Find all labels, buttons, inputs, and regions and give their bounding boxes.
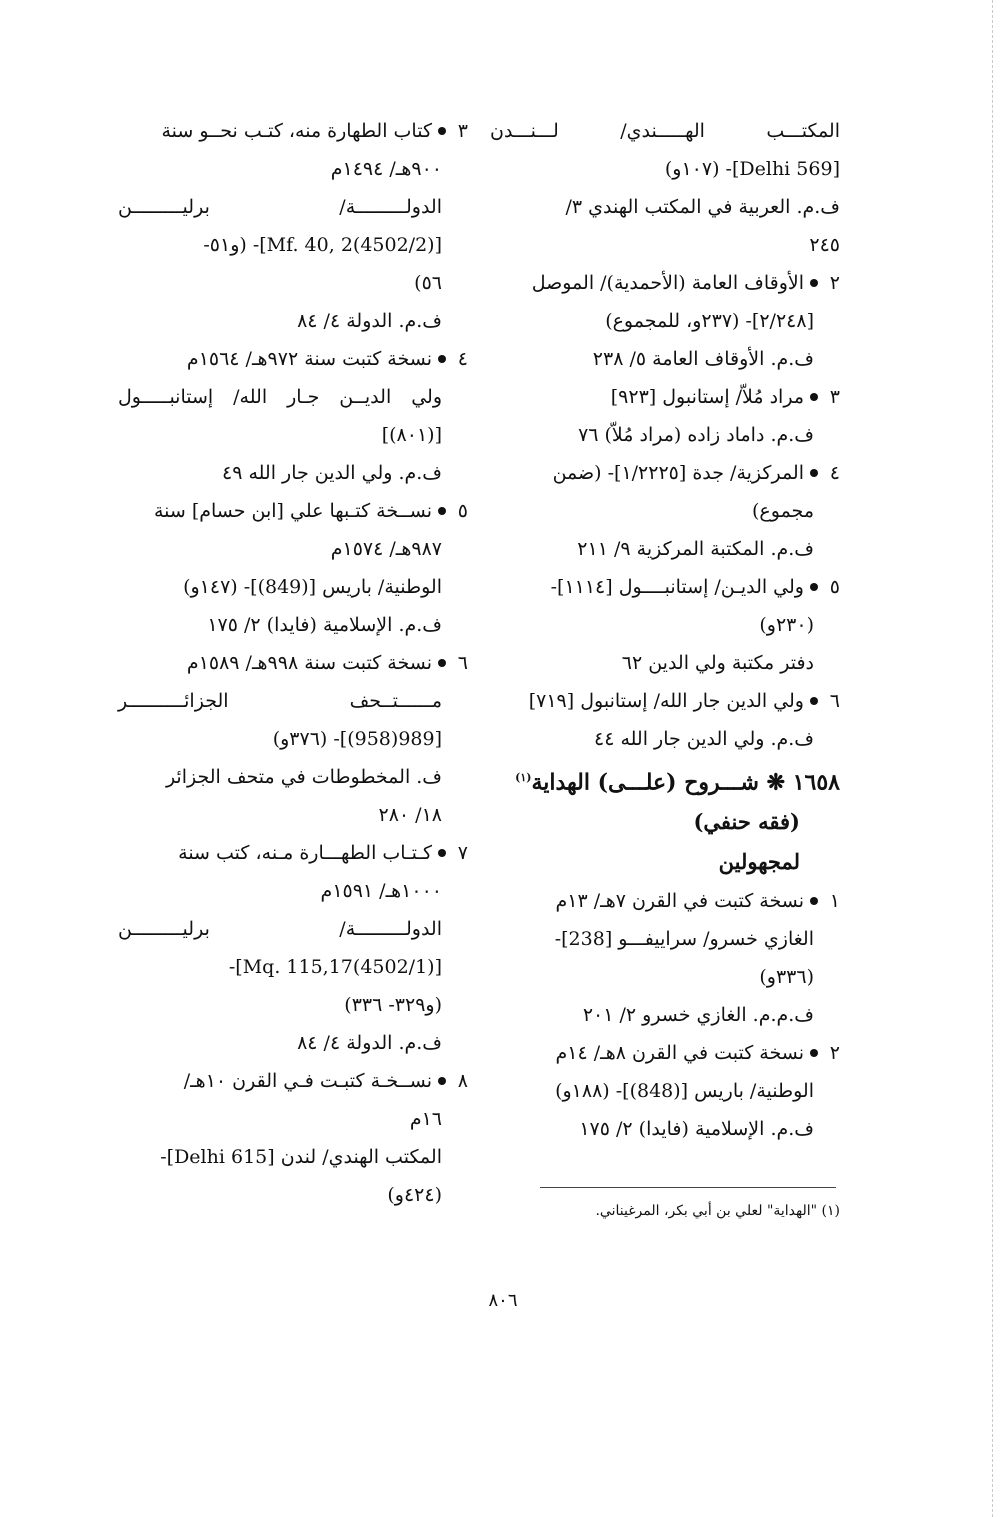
footnote (520, 1198, 840, 1224)
bullet-icon (810, 279, 818, 287)
text-line: [989(958)]- (٣٧٦و) (272, 728, 442, 750)
text-line: ف.م. الأوقاف العامة ٥/ ٢٣٨ (592, 348, 814, 370)
text-line: [٢/٢٤٨]- (٢٣٧و، للمجموع) (605, 310, 814, 332)
list-item (118, 112, 468, 150)
footnote-divider (540, 1187, 836, 1188)
text-line: ف.م. الدولة ٤/ ٨٤ (297, 310, 442, 332)
text-line: ٥٦) (414, 272, 442, 294)
item-number: ٣ (829, 386, 840, 408)
list-item (118, 834, 468, 872)
item-text: نســخة كتـبها علي [ابن حسام] سنة (153, 500, 432, 522)
item-number: ٤ (457, 348, 468, 370)
item-text: نســخـة كتبـت فـي القرن ١٠هـ/ (183, 1070, 432, 1092)
left-column (118, 112, 468, 1214)
item-text: نسخة كتبت سنة ٩٩٨هـ/ ١٥٨٩م (186, 652, 432, 674)
list-item (490, 378, 840, 416)
text-line: المكتـــب الهـــــندي/ لـــنـــدن (490, 120, 840, 142)
item-number: ٥ (829, 576, 840, 598)
list-item (118, 340, 468, 378)
entry-author: لمجهولين (718, 849, 800, 875)
bullet-icon (438, 659, 446, 667)
text-line: [Delhi 569]- (١٠٧و) (664, 158, 840, 180)
star-icon: ❋ (766, 769, 786, 796)
text-line: ف.م. الدولة ٤/ ٨٤ (297, 1032, 442, 1054)
bullet-icon (438, 355, 446, 363)
entry-title: شـــروح (علـــى) الهداية (531, 769, 759, 796)
text-line: ف.م. ولي الدين جار الله ٤٤ (593, 728, 814, 750)
text-line: الوطنية/ باريس [(848)]- (١٨٨و) (555, 1080, 814, 1103)
text-line: ١٨/ ٢٨٠ (378, 804, 442, 826)
text-line: [(4502/1)Mq. 115,17]- (228, 956, 442, 978)
text-line: ف.م. المكتبة المركزية ٩/ ٢١١ (577, 538, 814, 560)
item-number: ٧ (457, 842, 468, 864)
footnote-mark: (١) (821, 1203, 840, 1219)
right-column (490, 112, 840, 1148)
item-text: نسخة كتبت في القرن ٧هـ/ ١٣م (555, 890, 804, 913)
bullet-icon (810, 583, 818, 591)
text-line: ف.م. داماد زاده (مراد مُلاّ) ٧٦ (578, 424, 814, 446)
text-line: [(4502/2)Mf. 40, 2]- (و٥١- (203, 234, 442, 256)
text-line: (و٣٢٩- ٣٣٦) (344, 994, 442, 1016)
list-item (490, 264, 840, 302)
text-line: ف.م. العربية في المكتب الهندي ٣/ (565, 196, 840, 218)
item-number: ٣ (457, 120, 468, 142)
item-number: ٢ (829, 1042, 840, 1065)
item-text: ولي الدين جار الله/ إستانبول [٧١٩] (528, 690, 804, 712)
text-line: الوطنية/ باريس [(849)]- (١٤٧و) (183, 576, 442, 598)
text-line: ف.م. الإسلامية (فايدا) ٢/ ١٧٥ (207, 614, 442, 636)
text-line: (٤٢٤و) (387, 1184, 442, 1206)
bullet-icon (810, 393, 818, 401)
entry-subtitle: (فقه حنفي) (693, 809, 800, 835)
text-line: ٩٠٠هـ/ ١٤٩٤م (330, 158, 442, 180)
text-line: الغازي خسرو/ سراييفـــو [238]- (554, 928, 814, 951)
item-text: الأوقاف العامة (الأحمدية)/ الموصل (531, 272, 804, 294)
text-line: ١٦م (409, 1108, 442, 1130)
bullet-icon (810, 469, 818, 477)
bullet-icon (438, 1077, 446, 1085)
item-number: ٤ (829, 462, 840, 484)
bullet-icon (438, 507, 446, 515)
text-line: مجموع) (752, 500, 814, 522)
item-text: المركزية/ جدة [١/٢٢٢٥]- (ضمن (552, 462, 804, 484)
item-number: ٢ (829, 272, 840, 294)
footnote-reference: (١) (515, 771, 532, 784)
list-item (490, 882, 840, 920)
entry-number: ١٦٥٨ (792, 769, 840, 796)
item-text: ولي الديـن/ إستانبــــول [١١١٤]- (550, 576, 804, 598)
text-line: دفتر مكتبة ولي الدين ٦٢ (621, 652, 814, 674)
list-item (490, 1034, 840, 1072)
list-item (118, 644, 468, 682)
item-number: ٦ (457, 652, 468, 674)
list-item (490, 454, 840, 492)
list-item (118, 492, 468, 530)
text-line: ٢٤٥ (809, 234, 840, 256)
page-number: ٨٠٦ (488, 1290, 518, 1311)
item-number: ٨ (457, 1070, 468, 1092)
item-text: نسخة كتبت في القرن ٨هـ/ ١٤م (555, 1042, 804, 1065)
text-line: الدولـــــــــة/ برليـــــــــن (118, 918, 442, 940)
item-number: ١ (829, 890, 840, 913)
text-line: ف.م. الإسلامية (فايدا) ٢/ ١٧٥ (579, 1118, 814, 1141)
text-line: ف. المخطوطات في متحف الجزائر (165, 766, 442, 788)
list-item (118, 1062, 468, 1100)
bullet-icon (810, 697, 818, 705)
item-text: كتاب الطهارة منه، كتـب نحــو سنة (161, 120, 432, 142)
text-line: الدولـــــــــة/ برليـــــــــن (118, 196, 442, 218)
bullet-icon (810, 897, 818, 905)
item-text: نسخة كتبت سنة ٩٧٢هـ/ ١٥٦٤م (186, 348, 432, 370)
item-number: ٦ (829, 690, 840, 712)
entry-heading (490, 758, 840, 802)
text-line: [(٨٠١)] (381, 424, 442, 446)
item-text: مراد مُلاّ/ إستانبول [٩٢٣] (610, 386, 804, 408)
text-line: ف.م.م. الغازي خسرو ٢/ ٢٠١ (582, 1004, 814, 1027)
text-line: ١٠٠٠هـ/ ١٥٩١م (320, 880, 442, 902)
bullet-icon (810, 1049, 818, 1057)
text-line: (٣٣٦و) (759, 966, 814, 989)
item-number: ٥ (457, 500, 468, 522)
text-line: المكتب الهندي/ لندن [Delhi 615]- (160, 1146, 442, 1168)
item-text: كـتـاب الطهـــارة مـنه، كتب سنة (178, 842, 432, 864)
text-line: ولي الديــن جـار الله/ إستانبـــــول (118, 386, 442, 408)
text-line: ٩٨٧هـ/ ١٥٧٤م (330, 538, 442, 560)
list-item (490, 568, 840, 606)
text-line: (٢٣٠و) (759, 614, 814, 636)
text-line: مــــــتــحف الجزائــــــــــر (118, 690, 442, 712)
footnote-text: "الهداية" لعلي بن أبي بكر، المرغيناني. (595, 1203, 818, 1219)
list-item (490, 682, 840, 720)
text-line: ف.م. ولي الدين جار الله ٤٩ (221, 462, 442, 484)
bullet-icon (438, 849, 446, 857)
bullet-icon (438, 127, 446, 135)
